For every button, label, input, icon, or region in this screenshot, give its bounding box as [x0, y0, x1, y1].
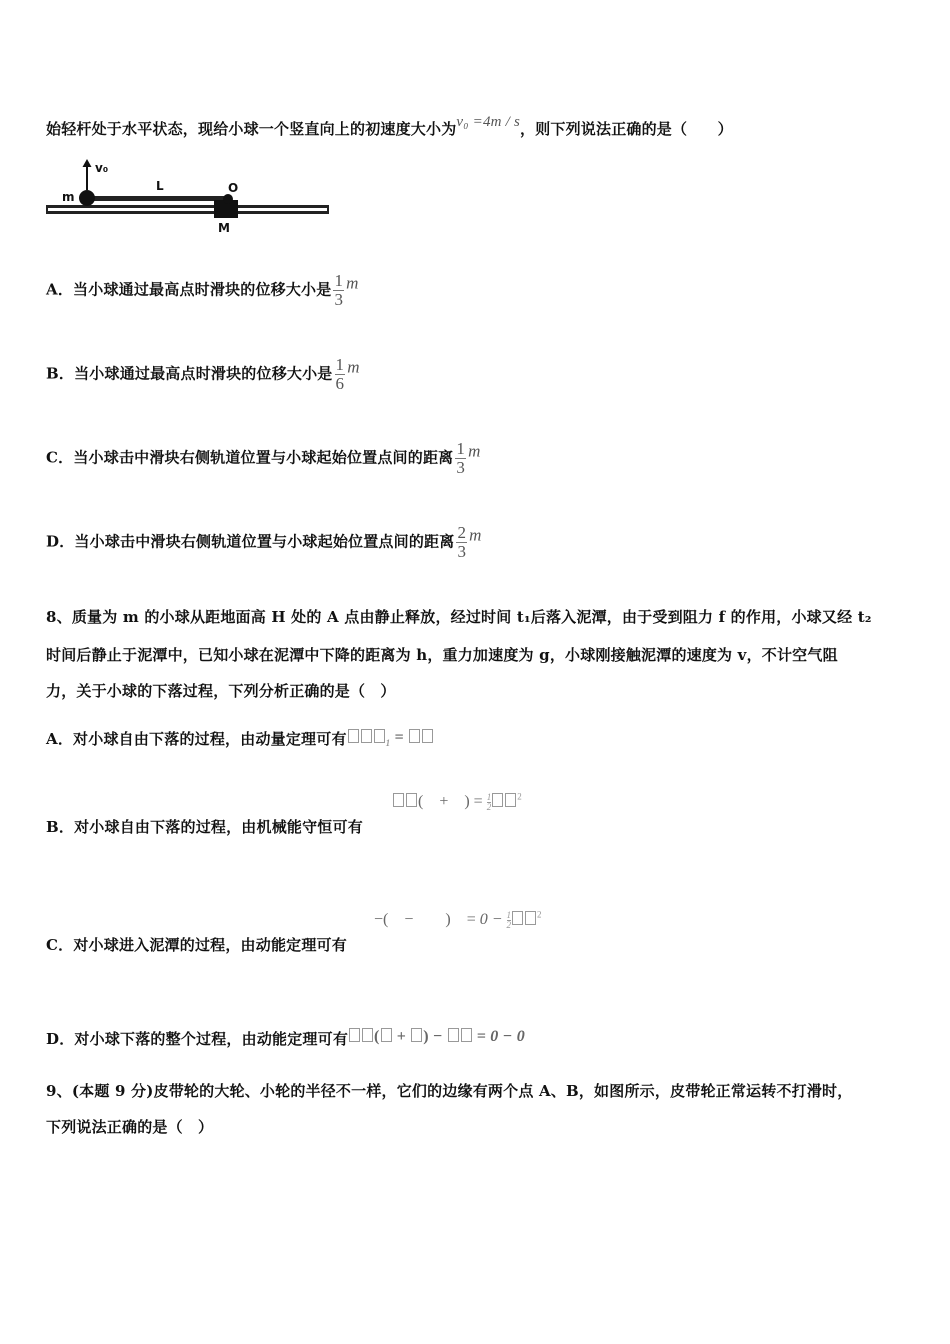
ball: [79, 190, 95, 206]
fraction-denominator: 3: [334, 290, 344, 309]
label-l: L: [156, 179, 164, 193]
half-fraction: [487, 793, 492, 812]
q8-option-d-text: 对小球下落的整个过程，由动能定理可有: [74, 1030, 349, 1048]
v0-formula: v₀ =4m / s: [456, 114, 520, 130]
fraction-numerator: 2: [457, 523, 467, 542]
option-b-label: B．: [46, 364, 75, 383]
intro-line: [46, 114, 733, 139]
q8-option-b: [46, 816, 363, 837]
fraction-numerator: 1: [334, 271, 344, 290]
option-b-text: 当小球通过最高点时滑块的位移大小是: [74, 364, 333, 383]
option-d-text: 当小球击中滑块右侧轨道位置与小球起始位置点间的距离: [74, 532, 455, 551]
option-c-label: C．: [46, 448, 74, 467]
track-lower: [46, 211, 329, 214]
q8-option-b-label: B．: [46, 818, 75, 836]
option-a-text: 当小球通过最高点时滑块的位移大小是: [73, 280, 332, 299]
square-exp: 2: [517, 791, 522, 802]
q8-option-c: [46, 934, 347, 955]
q8-eq-d: ( + ) − = 0 − 0: [348, 1028, 525, 1045]
option-a-fraction: [333, 272, 344, 309]
option-d-label: D．: [46, 532, 75, 551]
q9-stem-line-1: 9、(本题 9 分)皮带轮的大轮、小轮的半径不一样，它们的边缘有两个点 A、B，如图所示，皮带轮正常运转不打滑时，: [46, 1082, 853, 1100]
q8-stem-line-1: 8、质量为 m 的小球从距地面高 H 处的 A 点由静止释放，经过时间 t₁后落入泥潭，由于受到阻力 f 的作用，小球又经 t₂: [46, 608, 872, 626]
half-fraction: [507, 911, 512, 930]
option-c: [46, 440, 481, 477]
fraction-denominator: 3: [456, 458, 466, 477]
q8-option-a: [46, 728, 434, 749]
q9-stem-line-2: 下列说法正确的是（ ）: [46, 1118, 214, 1136]
q8-option-b-text: 对小球自由下落的过程，由机械能守恒可有: [74, 818, 363, 836]
q8-eq-b: [392, 788, 522, 812]
fraction-denominator: 3: [457, 542, 467, 561]
option-b-fraction: [335, 356, 346, 393]
option-a-unit: m: [346, 273, 359, 293]
eq-c-zero: 0 −: [479, 911, 503, 928]
option-c-fraction: [455, 440, 466, 477]
half-num: 1: [506, 909, 512, 920]
intro-text-after: ，则下列说法正确的是（ ）: [520, 120, 733, 138]
option-c-unit: m: [468, 441, 481, 461]
option-d: [46, 524, 482, 561]
eq-c-head: −( − ) =: [374, 911, 476, 928]
pivot-o: [223, 194, 233, 204]
half-den: 2: [486, 801, 492, 812]
option-d-unit: m: [469, 525, 482, 545]
eq-d-tail: = 0 − 0: [476, 1028, 525, 1045]
q8-option-c-text: 对小球进入泥潭的过程，由动能定理可有: [73, 936, 347, 954]
half-num: 1: [486, 791, 492, 802]
q8-option-d-label: D．: [46, 1030, 75, 1048]
q8-option-c-label: C．: [46, 936, 74, 954]
option-b: [46, 356, 360, 393]
label-v0: v₀: [95, 161, 109, 175]
light-rod: [88, 196, 228, 201]
option-d-fraction: [456, 524, 467, 561]
slider-rod-figure: [44, 156, 334, 236]
q8-stem-line-2: 时间后静止于泥潭中，已知小球在泥潭中下降的距离为 h，重力加速度为 g，小球刚接触泥潭的速度为 v，不计空气阻: [46, 646, 838, 664]
option-b-unit: m: [347, 357, 360, 377]
q8-option-d: [46, 1028, 525, 1049]
label-big-m: M: [218, 221, 230, 235]
eq-a-equals: =: [394, 729, 409, 746]
eq-b-mid: ( + ) =: [418, 793, 483, 810]
label-m: m: [62, 190, 75, 204]
q8-option-a-label: A．: [46, 730, 74, 748]
half-den: 2: [506, 919, 512, 930]
option-a-label: A．: [46, 280, 74, 299]
q8-eq-c: [374, 906, 542, 930]
option-a: [46, 272, 359, 309]
q8-eq-a: $_1$ =: [347, 729, 434, 746]
fraction-numerator: 1: [456, 439, 466, 458]
q8-stem-line-3: 力，关于小球的下落过程，下列分析正确的是（ ）: [46, 682, 396, 700]
label-o: O: [228, 181, 239, 195]
option-c-text: 当小球击中滑块右侧轨道位置与小球起始位置点间的距离: [73, 448, 454, 467]
fraction-numerator: 1: [335, 355, 345, 374]
fraction-denominator: 6: [335, 374, 345, 393]
square-exp: 2: [537, 909, 542, 920]
q8-option-a-text: 对小球自由下落的过程，由动量定理可有: [73, 730, 347, 748]
intro-text: 始轻杆处于水平状态，现给小球一个竖直向上的初速度大小为: [46, 120, 457, 138]
